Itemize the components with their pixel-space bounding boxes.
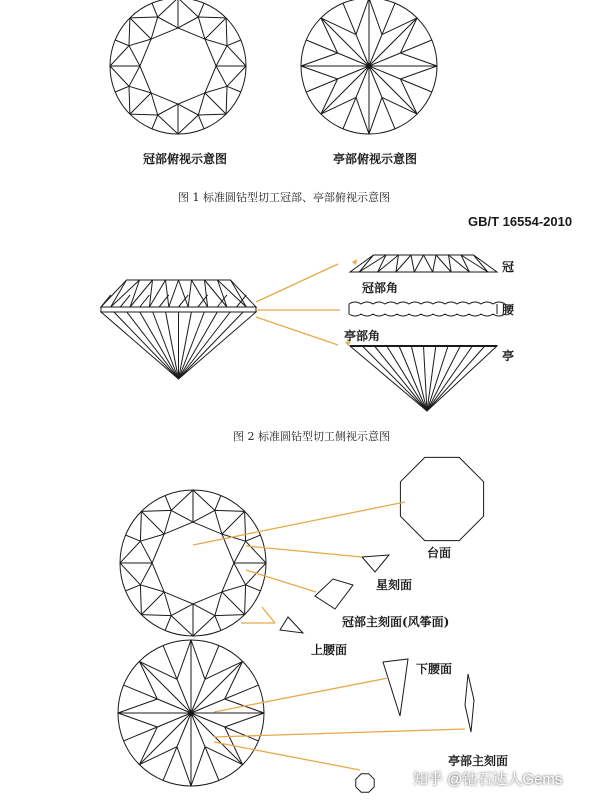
star-facet-edge: [164, 510, 171, 534]
star-facet-edge: [129, 86, 151, 93]
pavilion-main-facet-edge: [321, 18, 369, 66]
kite-facet-label: 冠部主刻面(风筝面): [342, 615, 450, 629]
crown-top-view-diagram: [110, 0, 246, 134]
culet-facet-shape: [356, 774, 374, 792]
upper-girdle-facet-edge: [227, 40, 241, 46]
lower-girdle-facet-edge: [139, 661, 177, 679]
star-facet-edge: [151, 93, 158, 115]
pavilion-main-facet-edge: [139, 661, 191, 713]
lower-girdle-facet-edge: [382, 97, 417, 114]
crown-facet-edge: [169, 280, 179, 307]
upper-girdle-facet-edge: [165, 496, 171, 511]
star-facet-edge: [216, 46, 227, 66]
pavilion-part-label: 亭: [502, 349, 515, 363]
upper-girdle-facet-shape: [280, 617, 303, 633]
pavilion-facet-edge: [179, 312, 244, 379]
crown-facet-edge: [424, 255, 433, 272]
kite-facet-edge: [215, 615, 245, 616]
crown-part-label: 冠: [502, 260, 515, 274]
kite-facet-edge: [141, 510, 171, 511]
crown-facet-edge: [378, 255, 399, 272]
lower-girdle-facet-edge: [191, 747, 205, 786]
star-facet-label: 星刻面: [376, 578, 413, 592]
leader-line: [214, 729, 465, 737]
leader-line: [214, 742, 360, 770]
lower-girdle-facet-edge: [225, 685, 259, 699]
kite-facet-edge: [110, 66, 129, 86]
upper-girdle-facet-label: 上腰面: [311, 643, 348, 657]
kite-facet-edge: [140, 585, 141, 615]
lower-girdle-facet-edge: [163, 646, 177, 680]
pavilion-angle-label: 亭部角: [344, 329, 381, 343]
lower-girdle-facet-edge: [205, 661, 243, 679]
crown-facet-edge: [205, 280, 227, 307]
separated-girdle-bottom: [349, 314, 505, 316]
kite-facet-edge: [205, 93, 226, 114]
lower-girdle-facet-edge: [177, 747, 191, 786]
lower-girdle-facet-edge: [205, 747, 243, 765]
pavilion-facet-edge: [427, 346, 436, 411]
kite-facet-edge: [130, 114, 158, 115]
lower-girdle-facet-edge: [225, 661, 243, 699]
lower-girdle-facet-edge: [321, 79, 338, 114]
pavilion-facet-edge: [362, 346, 427, 411]
lower-girdle-facet-edge: [139, 661, 157, 699]
kite-facet-edge: [245, 585, 246, 615]
upper-girdle-facet-edge: [126, 535, 141, 541]
star-facet-edge: [140, 541, 152, 563]
leader-line: [214, 678, 388, 712]
upper-girdle-facet-edge: [227, 86, 241, 92]
leader-line: [246, 570, 316, 592]
leader-line: [256, 264, 338, 302]
kite-facet-edge: [226, 86, 227, 114]
kite-facet-edge: [130, 17, 158, 18]
side-view-diagram: [101, 280, 256, 379]
kite-facet-edge: [193, 490, 215, 510]
leader-line: [262, 607, 275, 623]
standard-code: GB/T 16554-2010: [468, 214, 573, 229]
lower-girdle-facet-edge: [400, 79, 417, 114]
crown-facet-edge: [188, 280, 191, 307]
kite-facet-edge: [158, 115, 178, 134]
lower-girdle-facet-edge: [118, 713, 157, 727]
star-facet-edge: [215, 510, 222, 534]
kite-facet-edge: [130, 18, 151, 39]
pavilion-facet-edge: [427, 346, 473, 411]
kite-facet-edge: [171, 490, 193, 510]
lower-girdle-facet-edge: [301, 66, 338, 79]
lower-girdle-facet-edge: [400, 18, 417, 53]
table-facet: [140, 28, 216, 104]
kite-facet-edge: [205, 18, 226, 39]
lower-girdle-facet-edge: [124, 727, 158, 741]
star-facet-edge: [178, 17, 198, 28]
lower-girdle-facet-edge: [321, 97, 356, 114]
lower-girdle-facet-edge: [400, 53, 437, 66]
star-facet-edge: [158, 17, 178, 28]
crown-facet-edge: [159, 295, 169, 307]
star-facet-edge: [222, 585, 246, 592]
table-facet-shape: [400, 457, 483, 540]
pavilion-facet-edge: [387, 346, 427, 411]
star-facet-edge: [178, 104, 198, 115]
crown-facet-edge: [414, 255, 423, 272]
crown-facet-edge: [130, 280, 152, 307]
kite-facet-edge: [193, 616, 215, 636]
pavilion-main-facet-shape: [465, 674, 474, 732]
kite-facet-edge: [227, 46, 246, 66]
crown-facet-edge: [179, 280, 189, 307]
pavilion-main-facet-edge: [369, 66, 417, 114]
kite-facet-edge: [110, 46, 129, 66]
kite-facet-edge: [178, 115, 198, 134]
kite-facet-edge: [226, 18, 227, 46]
crown-angle-label: 冠部角: [362, 281, 399, 295]
upper-girdle-facet-edge: [246, 585, 261, 591]
pavilion-main-facet-edge: [321, 66, 369, 114]
figure1-caption: 图 1 标准圆钻型切工冠部、亭部俯视示意图: [178, 191, 390, 204]
crown-facet-edge: [411, 255, 414, 272]
leader-line: [246, 546, 362, 557]
star-facet-edge: [198, 17, 205, 39]
star-facet-edge: [234, 563, 246, 585]
crown-facet-edge: [449, 255, 470, 272]
lower-girdle-facet-edge: [301, 53, 338, 66]
kite-facet-edge: [246, 541, 266, 563]
lower-girdle-facet-edge: [163, 747, 177, 781]
pavilion-facet-edge: [153, 312, 179, 379]
kite-facet-edge: [171, 616, 193, 636]
pavilion-facet-edge: [127, 312, 179, 379]
lower-girdle-facet-edge: [382, 18, 417, 35]
star-facet-edge: [234, 541, 246, 563]
star-facet-edge: [164, 592, 171, 616]
kite-facet-edge: [215, 510, 245, 511]
star-facet-edge: [158, 104, 178, 115]
lower-girdle-facet-edge: [205, 747, 219, 781]
girdle-part-label: 腰: [502, 303, 515, 317]
star-facet-edge: [198, 93, 205, 115]
kite-facet-edge: [120, 563, 140, 585]
lower-girdle-facet-edge: [124, 685, 158, 699]
pavilion-view-label: 亭部俯视示意图: [333, 152, 418, 166]
crown-facet-edge: [101, 295, 111, 307]
upper-girdle-facet-edge: [246, 535, 261, 541]
star-facet-edge: [129, 39, 151, 46]
kite-facet-edge: [129, 18, 130, 46]
kite-facet-edge: [158, 0, 178, 17]
crown-facet-edge: [166, 280, 169, 307]
star-facet-edge: [129, 66, 140, 86]
star-facet-edge: [151, 17, 158, 39]
kite-facet-edge: [178, 0, 198, 17]
star-facet-edge: [216, 66, 227, 86]
crown-facet-edge: [140, 295, 150, 307]
star-facet-edge: [140, 534, 164, 541]
upper-girdle-facet-edge: [126, 585, 141, 591]
lower-girdle-facet-edge: [400, 66, 437, 79]
lower-girdle-facet-edge: [225, 727, 259, 741]
pavilion-main-facet-label: 亭部主刻面: [448, 754, 509, 768]
upper-girdle-facet-edge: [165, 616, 171, 631]
crown-view-label: 冠部俯视示意图: [143, 152, 228, 166]
star-facet-edge: [171, 510, 193, 522]
kite-facet-edge: [129, 86, 130, 114]
pavilion-main-facet-edge: [191, 661, 243, 713]
upper-girdle-facet-edge: [115, 86, 129, 92]
star-facet-edge: [129, 46, 140, 66]
pavilion-main-facet-edge: [369, 18, 417, 66]
star-facet-edge: [205, 86, 227, 93]
upper-girdle-facet-edge: [215, 616, 221, 631]
lower-girdle-facet-edge: [321, 18, 356, 35]
leader-line: [193, 502, 405, 545]
star-facet-edge: [193, 604, 215, 616]
pavilion-facet-edge: [179, 312, 205, 379]
pavilion-main-facet-edge: [139, 713, 191, 765]
star-facet-edge: [140, 563, 152, 585]
lower-girdle-facet-edge: [139, 727, 157, 765]
upper-girdle-facet-edge: [115, 40, 129, 46]
lower-girdle-facet-label: 下腰面: [416, 662, 453, 676]
pavilion-facet-edge: [424, 346, 428, 411]
kite-facet-edge: [227, 66, 246, 86]
pavilion-facet-edge: [399, 346, 427, 411]
lower-girdle-facet-edge: [139, 747, 177, 765]
star-facet-edge: [193, 510, 215, 522]
kite-facet-edge: [198, 17, 226, 18]
leader-lines: [193, 259, 465, 770]
watermark: 知乎 @钻石达人Gems: [413, 771, 563, 788]
lower-girdle-facet-edge: [205, 646, 219, 680]
lower-girdle-facet-edge: [191, 640, 205, 679]
lower-girdle-facet-edge: [356, 0, 369, 35]
upper-girdle-facet-edge: [152, 3, 158, 17]
separated-girdle-top: [349, 302, 505, 304]
lower-girdle-facet-edge: [225, 713, 264, 727]
figure2-caption: 图 2 标准圆钻型切工侧视示意图: [233, 430, 390, 443]
lower-girdle-facet-shape: [383, 659, 408, 716]
star-facet-edge: [205, 39, 227, 46]
kite-facet-edge: [141, 615, 171, 616]
kite-facet-edge: [222, 592, 245, 615]
kite-facet-edge: [222, 511, 245, 534]
kite-facet-shape: [315, 579, 353, 609]
pavilion-facet-edge: [427, 346, 485, 411]
lower-girdle-facet-edge: [321, 18, 338, 53]
kite-facet-edge: [141, 592, 164, 615]
star-facet-shape: [362, 555, 389, 572]
kite-facet-edge: [198, 114, 226, 115]
crown-angle-marker: [352, 259, 357, 265]
lower-girdle-facet-edge: [177, 640, 191, 679]
table-facet-label: 台面: [427, 546, 452, 560]
kite-facet-edge: [246, 563, 266, 585]
crown-facet-edge: [179, 295, 189, 307]
lower-girdle-facet-edge: [369, 97, 382, 134]
upper-girdle-facet-edge: [215, 496, 221, 511]
kite-facet-edge: [245, 511, 246, 541]
kite-facet-edge: [141, 511, 164, 534]
upper-girdle-facet-edge: [152, 115, 158, 129]
kite-facet-edge: [130, 93, 151, 114]
lower-girdle-facet-edge: [369, 0, 382, 35]
pavilion-facet-edge: [114, 312, 179, 379]
upper-girdle-facet-edge: [198, 115, 204, 129]
lower-girdle-facet-edge: [356, 97, 369, 134]
pavilion-main-facet-edge: [191, 713, 243, 765]
lower-girdle-facet-edge: [118, 699, 157, 713]
star-facet-edge: [171, 604, 193, 616]
pavilion-facet-edge: [179, 312, 231, 379]
girdle-band: [101, 307, 256, 312]
upper-girdle-facet-edge: [198, 3, 204, 17]
leader-line: [256, 317, 338, 345]
star-facet-edge: [140, 585, 164, 592]
crown-facet-edge: [433, 255, 436, 272]
star-facet-edge: [215, 592, 222, 616]
kite-facet-edge: [140, 511, 141, 541]
table-facet: [152, 522, 234, 604]
kite-facet-edge: [120, 541, 140, 563]
pavilion-top-view-diagram: [301, 0, 437, 134]
